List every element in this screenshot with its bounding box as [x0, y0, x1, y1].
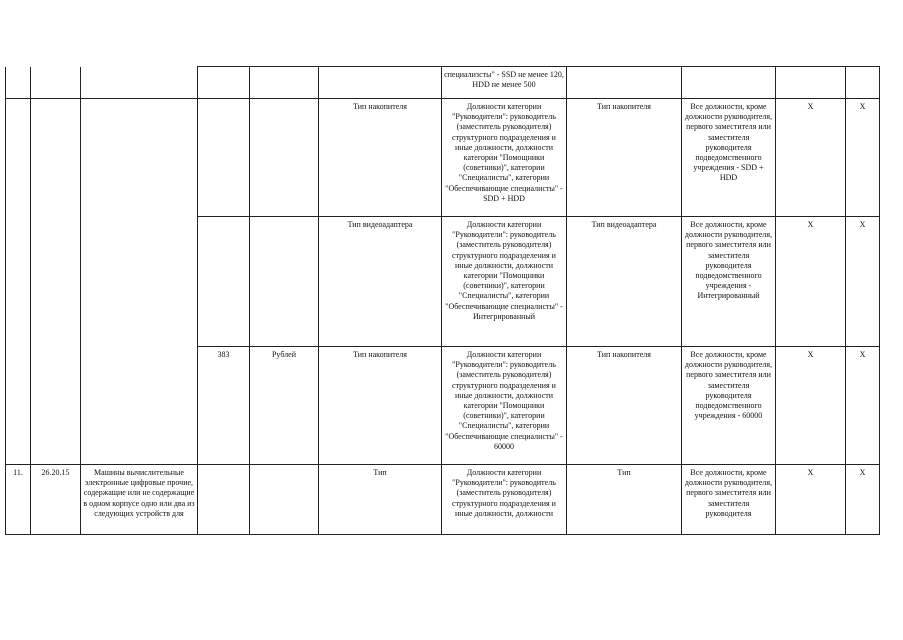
- cell-value-approved: Все должности, кроме должности руководителя, первого заместителя или заместителя руководителя подведомственного учреждения - 60000: [682, 347, 776, 465]
- requirements-table: [5, 66, 880, 535]
- cell-function: [846, 67, 880, 99]
- table-row: [6, 67, 880, 99]
- cell-justification: X: [776, 217, 846, 347]
- cell-justification: [776, 67, 846, 99]
- cell-characteristic: Тип накопителя: [319, 347, 442, 465]
- cell-value-approved: Все должности, кроме должности руководителя, первого заместителя или заместителя руководителя подведомственного учреждения - Интегрированный: [682, 217, 776, 347]
- cell-value: специализсты" - SSD не менее 120, HDD не менее 500: [442, 67, 567, 99]
- cell-name: [81, 67, 198, 99]
- cell-name: Машины вычислительные электронные цифровые прочие, содержащие или не содержащие в одном корпусе одно или два из следующих устройств для: [81, 465, 198, 535]
- cell-characteristic: [319, 67, 442, 99]
- cell-value: Должности категории "Руководители": руководитель (заместитель руководителя) структурного подразделения и иные должности, должности категории "Помощники (советники)", категории "Специалисты", категории "Обеспечивающие специалисты" - 60000: [442, 347, 567, 465]
- cell-function: X: [846, 99, 880, 217]
- cell-row-number: [6, 99, 31, 217]
- cell-characteristic-approved: Тип видеоадаптера: [567, 217, 682, 347]
- cell-row-number: [6, 217, 31, 347]
- cell-function: X: [846, 465, 880, 535]
- cell-name: [81, 99, 198, 217]
- cell-unit-name: [250, 465, 319, 535]
- cell-unit-code: [198, 67, 250, 99]
- cell-unit-code: [198, 217, 250, 347]
- cell-characteristic: Тип видеоадаптера: [319, 217, 442, 347]
- table-row: [6, 465, 880, 535]
- cell-justification: X: [776, 347, 846, 465]
- table-row: [6, 217, 880, 347]
- cell-characteristic: Тип: [319, 465, 442, 535]
- cell-name: [81, 217, 198, 347]
- cell-unit-name: [250, 99, 319, 217]
- cell-code: [31, 217, 81, 347]
- cell-value-approved: [682, 67, 776, 99]
- cell-justification: X: [776, 465, 846, 535]
- cell-unit-name: Рублей: [250, 347, 319, 465]
- cell-characteristic-approved: Тип накопителя: [567, 347, 682, 465]
- cell-unit-code: 383: [198, 347, 250, 465]
- cell-row-number: [6, 347, 31, 465]
- cell-unit-code: [198, 99, 250, 217]
- cell-code: [31, 347, 81, 465]
- cell-characteristic: Тип накопителя: [319, 99, 442, 217]
- cell-value: Должности категории "Руководители": руководитель (заместитель руководителя) структурного подразделения и иные должности, должности категории "Помощники (советники)", категории "Специалисты", категории "Обеспечивающие специалисты" - Интегрированный: [442, 217, 567, 347]
- cell-code: [31, 67, 81, 99]
- cell-code: [31, 99, 81, 217]
- cell-row-number: [6, 67, 31, 99]
- cell-code: 26.20.15: [31, 465, 81, 535]
- cell-name: [81, 347, 198, 465]
- cell-value-approved: Все должности, кроме должности руководителя, первого заместителя или заместителя руководителя: [682, 465, 776, 535]
- cell-value: Должности категории "Руководители": руководитель (заместитель руководителя) структурного подразделения и иные должности, должности категории "Помощники (советники)", категории "Специалисты", категории "Обеспечивающие специалисты" - SDD + HDD: [442, 99, 567, 217]
- cell-function: X: [846, 347, 880, 465]
- cell-row-number: 11.: [6, 465, 31, 535]
- cell-characteristic-approved: [567, 67, 682, 99]
- cell-unit-code: [198, 465, 250, 535]
- cell-value: Должности категории "Руководители": руководитель (заместитель руководителя) структурного подразделения и иные должности, должности: [442, 465, 567, 535]
- cell-unit-name: [250, 217, 319, 347]
- cell-value-approved: Все должности, кроме должности руководителя, первого заместителя или заместителя руководителя подведомственного учреждения - SDD + HDD: [682, 99, 776, 217]
- cell-justification: X: [776, 99, 846, 217]
- cell-characteristic-approved: Тип накопителя: [567, 99, 682, 217]
- table-row: [6, 347, 880, 465]
- table-row: [6, 99, 880, 217]
- cell-characteristic-approved: Тип: [567, 465, 682, 535]
- cell-function: X: [846, 217, 880, 347]
- cell-unit-name: [250, 67, 319, 99]
